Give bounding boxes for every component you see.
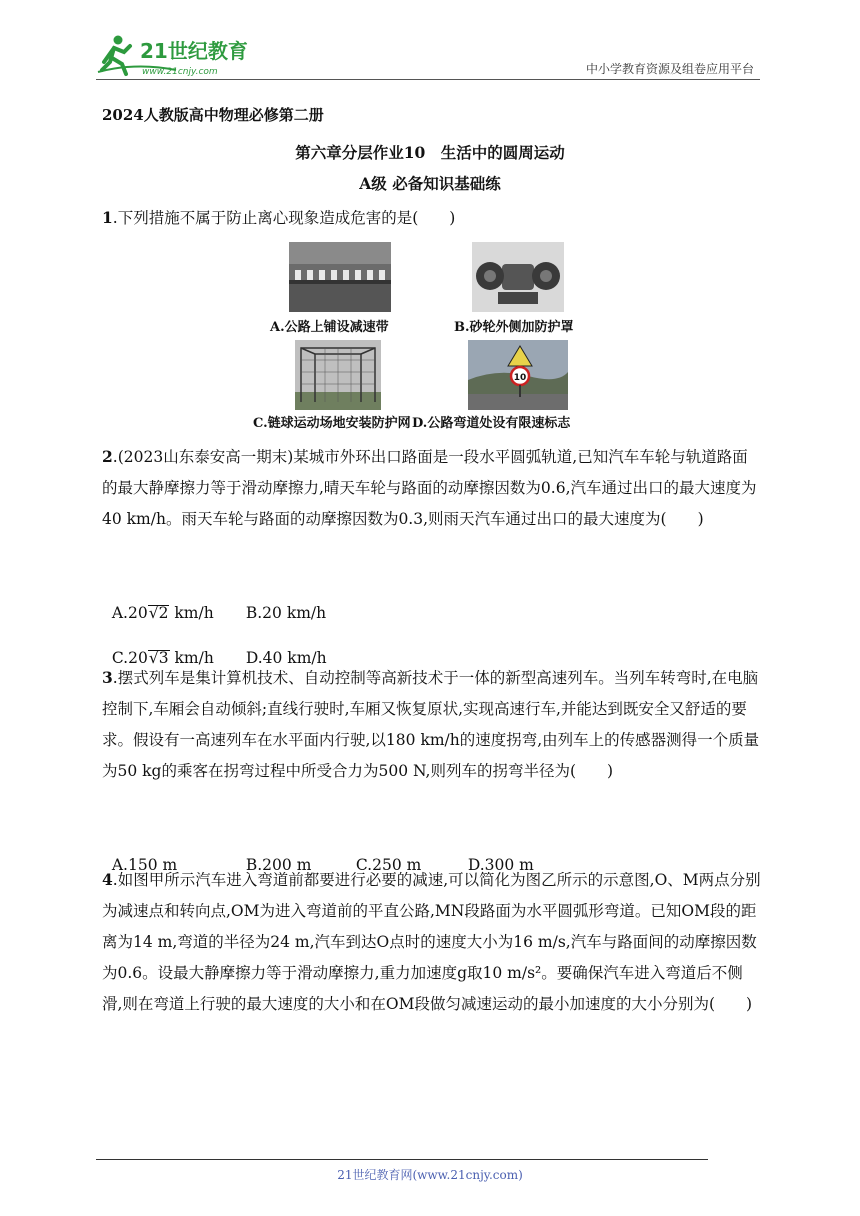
platform-name: 中小学教育资源及组卷应用平台 — [585, 62, 754, 76]
caption-c: C.链球运动场地安装防护网 — [253, 416, 411, 431]
question-text: .下列措施不属于防止离心现象造成危害的是( ) — [112, 209, 456, 227]
option-c[interactable]: C.250 m — [355, 856, 422, 874]
speed-bump-photo — [289, 242, 391, 312]
question-number: 2 — [102, 447, 113, 466]
grinding-wheel-photo — [472, 242, 564, 312]
option-b[interactable]: B.200 m — [245, 856, 312, 874]
protective-net-photo — [295, 340, 381, 410]
question-number: 1 — [102, 208, 113, 227]
sqrt-symbol: √3 — [148, 649, 169, 667]
option-d[interactable]: D.300 m — [467, 856, 534, 874]
question-number: 4 — [102, 870, 113, 889]
option-a[interactable]: A.150 m — [111, 856, 178, 874]
page-header — [96, 32, 760, 80]
caption-b: B.砂轮外侧加防护罩 — [454, 320, 574, 335]
speed-limit-sign-photo — [468, 340, 568, 410]
question-2 — [102, 441, 762, 535]
header-divider — [96, 79, 760, 80]
caption-a: A.公路上铺设减速带 — [270, 320, 389, 335]
question-4 — [102, 864, 762, 1020]
svg-text:www.21cnjy.com: www.21cnjy.com — [142, 67, 218, 77]
option-a[interactable]: A.20√2 km/h — [111, 604, 214, 622]
chapter-title: 第六章分层作业10 生活中的圆周运动 — [295, 143, 565, 162]
question-number: 3 — [102, 668, 113, 687]
q2-options-row-1 — [102, 586, 326, 622]
footer-divider — [96, 1159, 708, 1160]
footer-text: 21世纪教育网(www.21cnjy.com) — [337, 1168, 523, 1182]
option-b[interactable]: B.20 km/h — [245, 604, 327, 622]
level-title: A级 必备知识基础练 — [359, 174, 501, 193]
question-3 — [102, 662, 762, 787]
document-title: 2024人教版高中物理必修第二册 — [102, 106, 324, 124]
svg-text:10: 10 — [513, 373, 527, 383]
question-1 — [102, 202, 762, 234]
option-c[interactable]: C.20√3 km/h — [111, 649, 214, 667]
question-text: .(2023山东泰安高一期末)某城市外环出口路面是一段水平圆弧轨道,已知汽车车轮与轨道路面的最大静摩擦力等于滑动摩擦力,晴天车轮与路面的动摩擦因数为0.6,汽车通过出口的最大速度为40 km/h。雨天车轮与路面的动摩擦因数为0.3,则雨天汽车通过出口的最大速度为( ) — [102, 448, 757, 528]
option-d[interactable]: D.40 km/h — [245, 649, 327, 667]
sqrt-symbol: √2 — [148, 604, 169, 622]
svg-text:21世纪教育: 21世纪教育 — [140, 39, 248, 63]
caption-d: D.公路弯道处设有限速标志 — [412, 416, 571, 431]
question-text: .摆式列车是集计算机技术、自动控制等高新技术于一体的新型高速列车。当列车转弯时,在电脑控制下,车厢会自动倾斜;直线行驶时,车厢又恢复原状,实现高速行车,并能达到既安全又舒适的要求。假设有一高速列车在水平面内行驶,以180 km/h的速度拐弯,由列车上的传感器测得一个质量为50 kg的乘客在拐弯过程中所受合力为500 N,则列车的拐弯半径为( ) — [102, 669, 760, 780]
question-text: .如图甲所示汽车进入弯道前都要进行必要的减速,可以简化为图乙所示的示意图,O、M两点分别为减速点和转向点,OM为进入弯道前的平直公路,MN段路面为水平圆弧形弯道。已知OM段的距离为14 m,弯道的半径为24 m,汽车到达O点时的速度大小为16 m/s,汽车与路面间的动摩擦因数为0.6。设最大静摩擦力等于滑动摩擦力,重力加速度g取10 m/s²。要确保汽车进入弯道后不侧滑,则在弯道上行驶的最大速度的大小和在OM段做匀减速运动的最小加速度的大小分别为( ) — [102, 871, 761, 1013]
logo-icon — [96, 32, 266, 78]
